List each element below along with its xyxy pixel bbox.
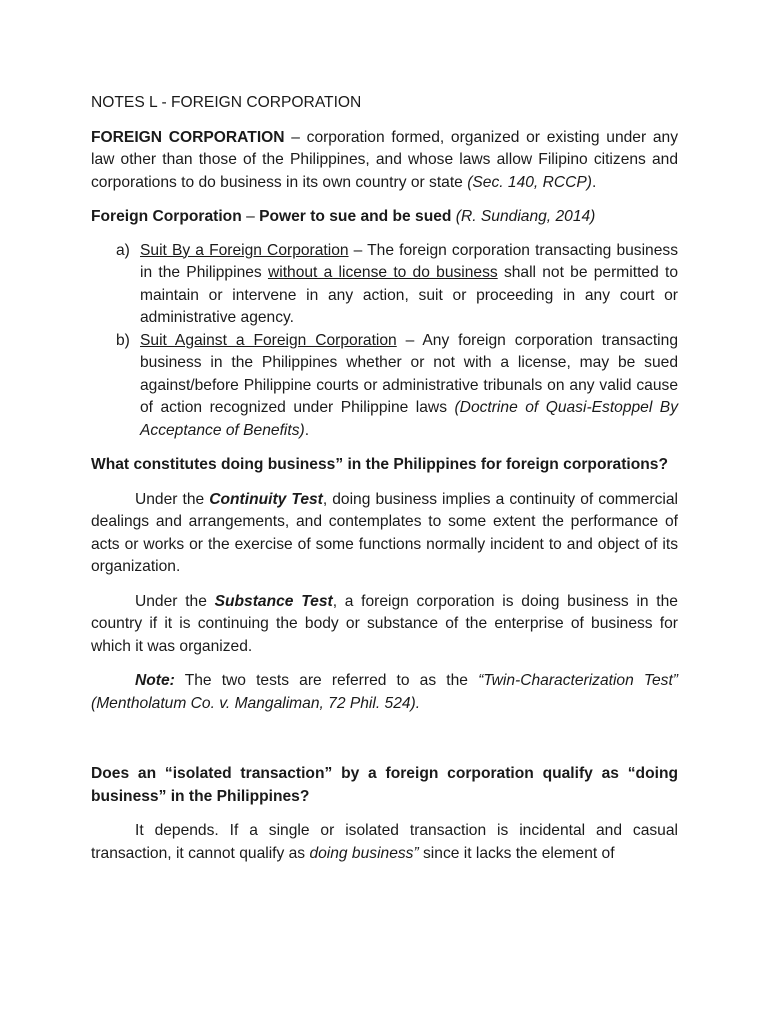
list-marker: b) bbox=[116, 331, 130, 349]
definition-citation: (Sec. 140, RCCP) bbox=[467, 173, 592, 191]
substance-paragraph bbox=[91, 591, 678, 659]
substance-term: Substance Test bbox=[214, 592, 333, 610]
list-item-end: . bbox=[304, 421, 310, 439]
isolated-text: It depends. If a single or isolated transaction is incidental and casual transaction, it cannot qualify as bbox=[91, 822, 678, 862]
note-paragraph bbox=[91, 670, 678, 715]
definition-text: corporation formed, organized or existing under any law other than those of the Philippines, and whose laws allow Filipino citizens and corporations to do business in its own country or state bbox=[91, 128, 678, 191]
note-label: Note: bbox=[135, 672, 175, 689]
definition-end: . bbox=[591, 173, 597, 191]
note-text: The two tests are referred to as the bbox=[174, 672, 479, 689]
spacer bbox=[91, 727, 678, 763]
list-item-text: – The foreign corporation transacting business in the Philippines bbox=[140, 241, 678, 281]
suit-list bbox=[91, 240, 678, 443]
list-item-text: – Any foreign corporation transacting business in the Philippines whether or not with a license, may be sued against/before Philippine courts or administrative tribunals on any valid cause of action recognized under Philippine laws bbox=[140, 331, 678, 416]
continuity-paragraph bbox=[91, 489, 678, 579]
section-heading-citation: (R. Sundiang, 2014) bbox=[451, 208, 596, 225]
substance-text: , a foreign corporation is doing business in the country if it is continuing the body or substance of the enterprise of business for which it was organized. bbox=[91, 592, 678, 655]
document-page bbox=[91, 92, 678, 877]
section-heading-dash: – bbox=[241, 208, 260, 225]
section-heading bbox=[91, 206, 678, 229]
list-item bbox=[91, 330, 678, 443]
list-item-underlined-text: without a license to do business bbox=[267, 264, 498, 281]
continuity-text: , doing business implies a continuity of commercial dealings and arrangements, and contemplates to some extent the performance of acts or works or the exercise of some functions normally incident to and object of its organization. bbox=[91, 490, 679, 575]
definition-dash: – bbox=[284, 128, 307, 146]
definition-paragraph bbox=[91, 127, 678, 195]
continuity-term: Continuity Test bbox=[209, 490, 323, 508]
list-item bbox=[91, 240, 678, 330]
list-marker: a) bbox=[116, 241, 130, 259]
continuity-pre: Under the bbox=[135, 490, 210, 508]
isolated-term: doing business” bbox=[309, 844, 419, 862]
page-title: NOTES L - FOREIGN CORPORATION bbox=[91, 94, 362, 111]
list-item-title: Suit Against a Foreign Corporation bbox=[140, 331, 397, 349]
list-item-text-end: shall not be permitted to maintain or intervene in any action, suit or proceeding in any court or administrative agency. bbox=[140, 264, 679, 326]
note-term: “Twin-Characterization Test” (Mentholatum Co. v. Mangaliman, 72 Phil. 524). bbox=[91, 672, 678, 712]
list-item-citation: (Doctrine of Quasi-Estoppel By Acceptance of Benefits) bbox=[140, 399, 678, 439]
question-doing-business: What constitutes doing business” in the Philippines for foreign corporations? bbox=[91, 456, 668, 473]
section-heading-part1: Foreign Corporation bbox=[91, 208, 242, 225]
list-item-title: Suit By a Foreign Corporation bbox=[140, 241, 349, 259]
section-heading-part2: Power to sue and be sued bbox=[259, 208, 452, 225]
question-isolated-transaction: Does an “isolated transaction” by a foreign corporation qualify as “doing business” in the Philippines? bbox=[91, 765, 678, 805]
substance-pre: Under the bbox=[135, 592, 215, 610]
isolated-paragraph bbox=[91, 820, 678, 865]
definition-term: FOREIGN CORPORATION bbox=[91, 128, 285, 146]
isolated-text-end: since it lacks the element of bbox=[418, 844, 615, 862]
